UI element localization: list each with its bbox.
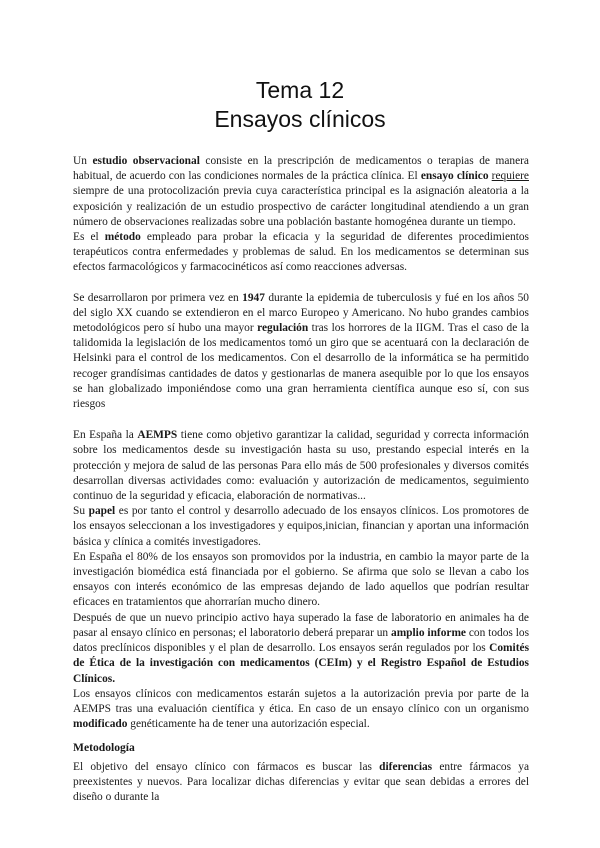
underlined-term-requiere: requiere [491, 170, 529, 183]
bold-term-regulacion: regulación [257, 322, 309, 335]
bold-term-papel: papel [88, 505, 116, 518]
text-run: En España la [73, 429, 138, 442]
document-body [73, 154, 529, 805]
text-run: tiene como objetivo garantizar la calidad, seguridad y correcta información sobre los medicamentos desde su investigación hasta su uso, prestando especial interés en la protección y mejora de salud de las personas Para ello más de 500 profesionales y diversos comités desarrollan diversas actividades como: evaluación y autorización de medicamentos, seguimiento continuo de la seguridad y eficacia, elaboración de normativas... [73, 429, 530, 503]
text-run: consiste en la prescripción de medicamentos o terapias de manera habitual, de acuerdo con las condiciones normales de la práctica clínica. El [73, 155, 529, 183]
text-run: tras los horrores de la IIGM. Tras el caso de la talidomida la legislación de los medicamentos tomó un giro que se acentuará con la declaración de Helsinki para el control de los medicamentos. Con el desarrollo de la informática se ha permitido recoger grandísimas cantidades de datos y gestionarlas de manera asequible por lo que los ensayos se han globalizado imponiéndose como una gran herramienta científica aunque eso sí, con sus riesgos [73, 322, 530, 411]
bold-term-diferencias: diferencias [379, 760, 433, 773]
paragraph-history [73, 291, 529, 413]
text-run: genéticamente ha de tener una autorización especial. [127, 718, 370, 731]
bold-term-ensayo-clinico: ensayo clínico [420, 170, 489, 183]
bold-term-comites-etica: Comités de Ética de la investigación con medicamentos (CEIm) y el Registro Español de Estudios Clínicos. [73, 642, 529, 685]
paragraph-spacer [73, 276, 529, 291]
page-title-topic: Tema 12 [255, 77, 345, 103]
bold-term-aemps: AEMPS [137, 429, 178, 442]
text-run: entre fármacos ya preexistentes y nuevos. Para localizar dichas diferencias y evitar que sean debidas a errores del diseño o durante la [73, 760, 529, 803]
text-run: es por tanto el control y desarrollo adecuado de los ensayos clínicos. Los promotores de los ensayos seleccionan a los investigadores y equipos,inician, financian y aportan una información básica y clínica a comités investigadores. [73, 505, 529, 548]
bold-term-1947: 1947 [242, 291, 265, 304]
paragraph-authorization [73, 687, 529, 733]
text-run: El objetivo del ensayo clínico con fármacos es buscar las [73, 760, 380, 773]
text-run: Su [73, 505, 89, 518]
bold-term-modificado: modificado [73, 718, 128, 731]
paragraph-method [73, 230, 529, 276]
paragraph-observational-study [73, 154, 529, 230]
text-run: Es el [73, 231, 105, 244]
paragraph-methodology [73, 760, 529, 806]
text-run: siempre de una protocolización previa cuya característica principal es la asignación aleatoria a la exposición y realización de un estudio prospectivo de carácter longitudinal atendiendo a un gran número de observaciones realizadas sobre una población bastante homogénea durante un tiempo. [73, 185, 529, 228]
paragraph-funding [73, 550, 529, 611]
text-run: Los ensayos clínicos con medicamentos estarán sujetos a la autorización previa por parte de la AEMPS tras una evaluación científica y ética. En caso de un ensayo clínico con un organismo [73, 687, 529, 715]
bold-term-estudio-observacional: estudio observacional [92, 155, 200, 167]
text-run: Un [73, 155, 93, 167]
bold-term-amplio-informe: amplio informe [391, 626, 466, 639]
paragraph-aemps [73, 428, 529, 504]
page-title: Ensayos clínicos [214, 106, 386, 132]
text-run: Después de que un nuevo principio activo haya superado la fase de laboratorio en animales ha de pasar al ensayo clínico en personas; el laboratorio deberá preparar un [73, 611, 529, 639]
text-run: empleado para probar la eficacia y la seguridad de diferentes procedimientos terapéuticos contra enfermedades y problemas de salud. En los medicamentos se determinan sus efectos farmacológicos y farmacocinéticos así como reacciones adversas. [73, 231, 529, 274]
paragraph-spacer [73, 412, 529, 428]
paragraph-preclinical [73, 611, 529, 687]
text-run: En España el 80% de los ensayos son promovidos por la industria, en cambio la mayor parte de la investigación biomédica está financiada por el gobierno. Se afirma que solo se llevan a cabo los ensayos con interés económico de las empresas dejando de lado aquellos que podrían resultar eficaces en tratamientos que ahorrarían mucho dinero. [73, 550, 529, 609]
text-run: Se desarrollaron por primera vez en [73, 291, 243, 304]
section-heading-metodologia: Metodología [73, 741, 135, 755]
paragraph-role [73, 504, 529, 550]
text-run: durante la epidemia de tuberculosis y fué en los años 50 del siglo XX cuando se extendieron en el marco Europeo y Americano. No hubo grandes cambios metodológicos pero sí hubo una mayor [73, 291, 530, 335]
text-run: con todos los datos preclínicos disponibles y el plan de desarrollo. Los ensayos serán regulados por los [73, 626, 530, 655]
bold-term-metodo: método [104, 231, 141, 244]
